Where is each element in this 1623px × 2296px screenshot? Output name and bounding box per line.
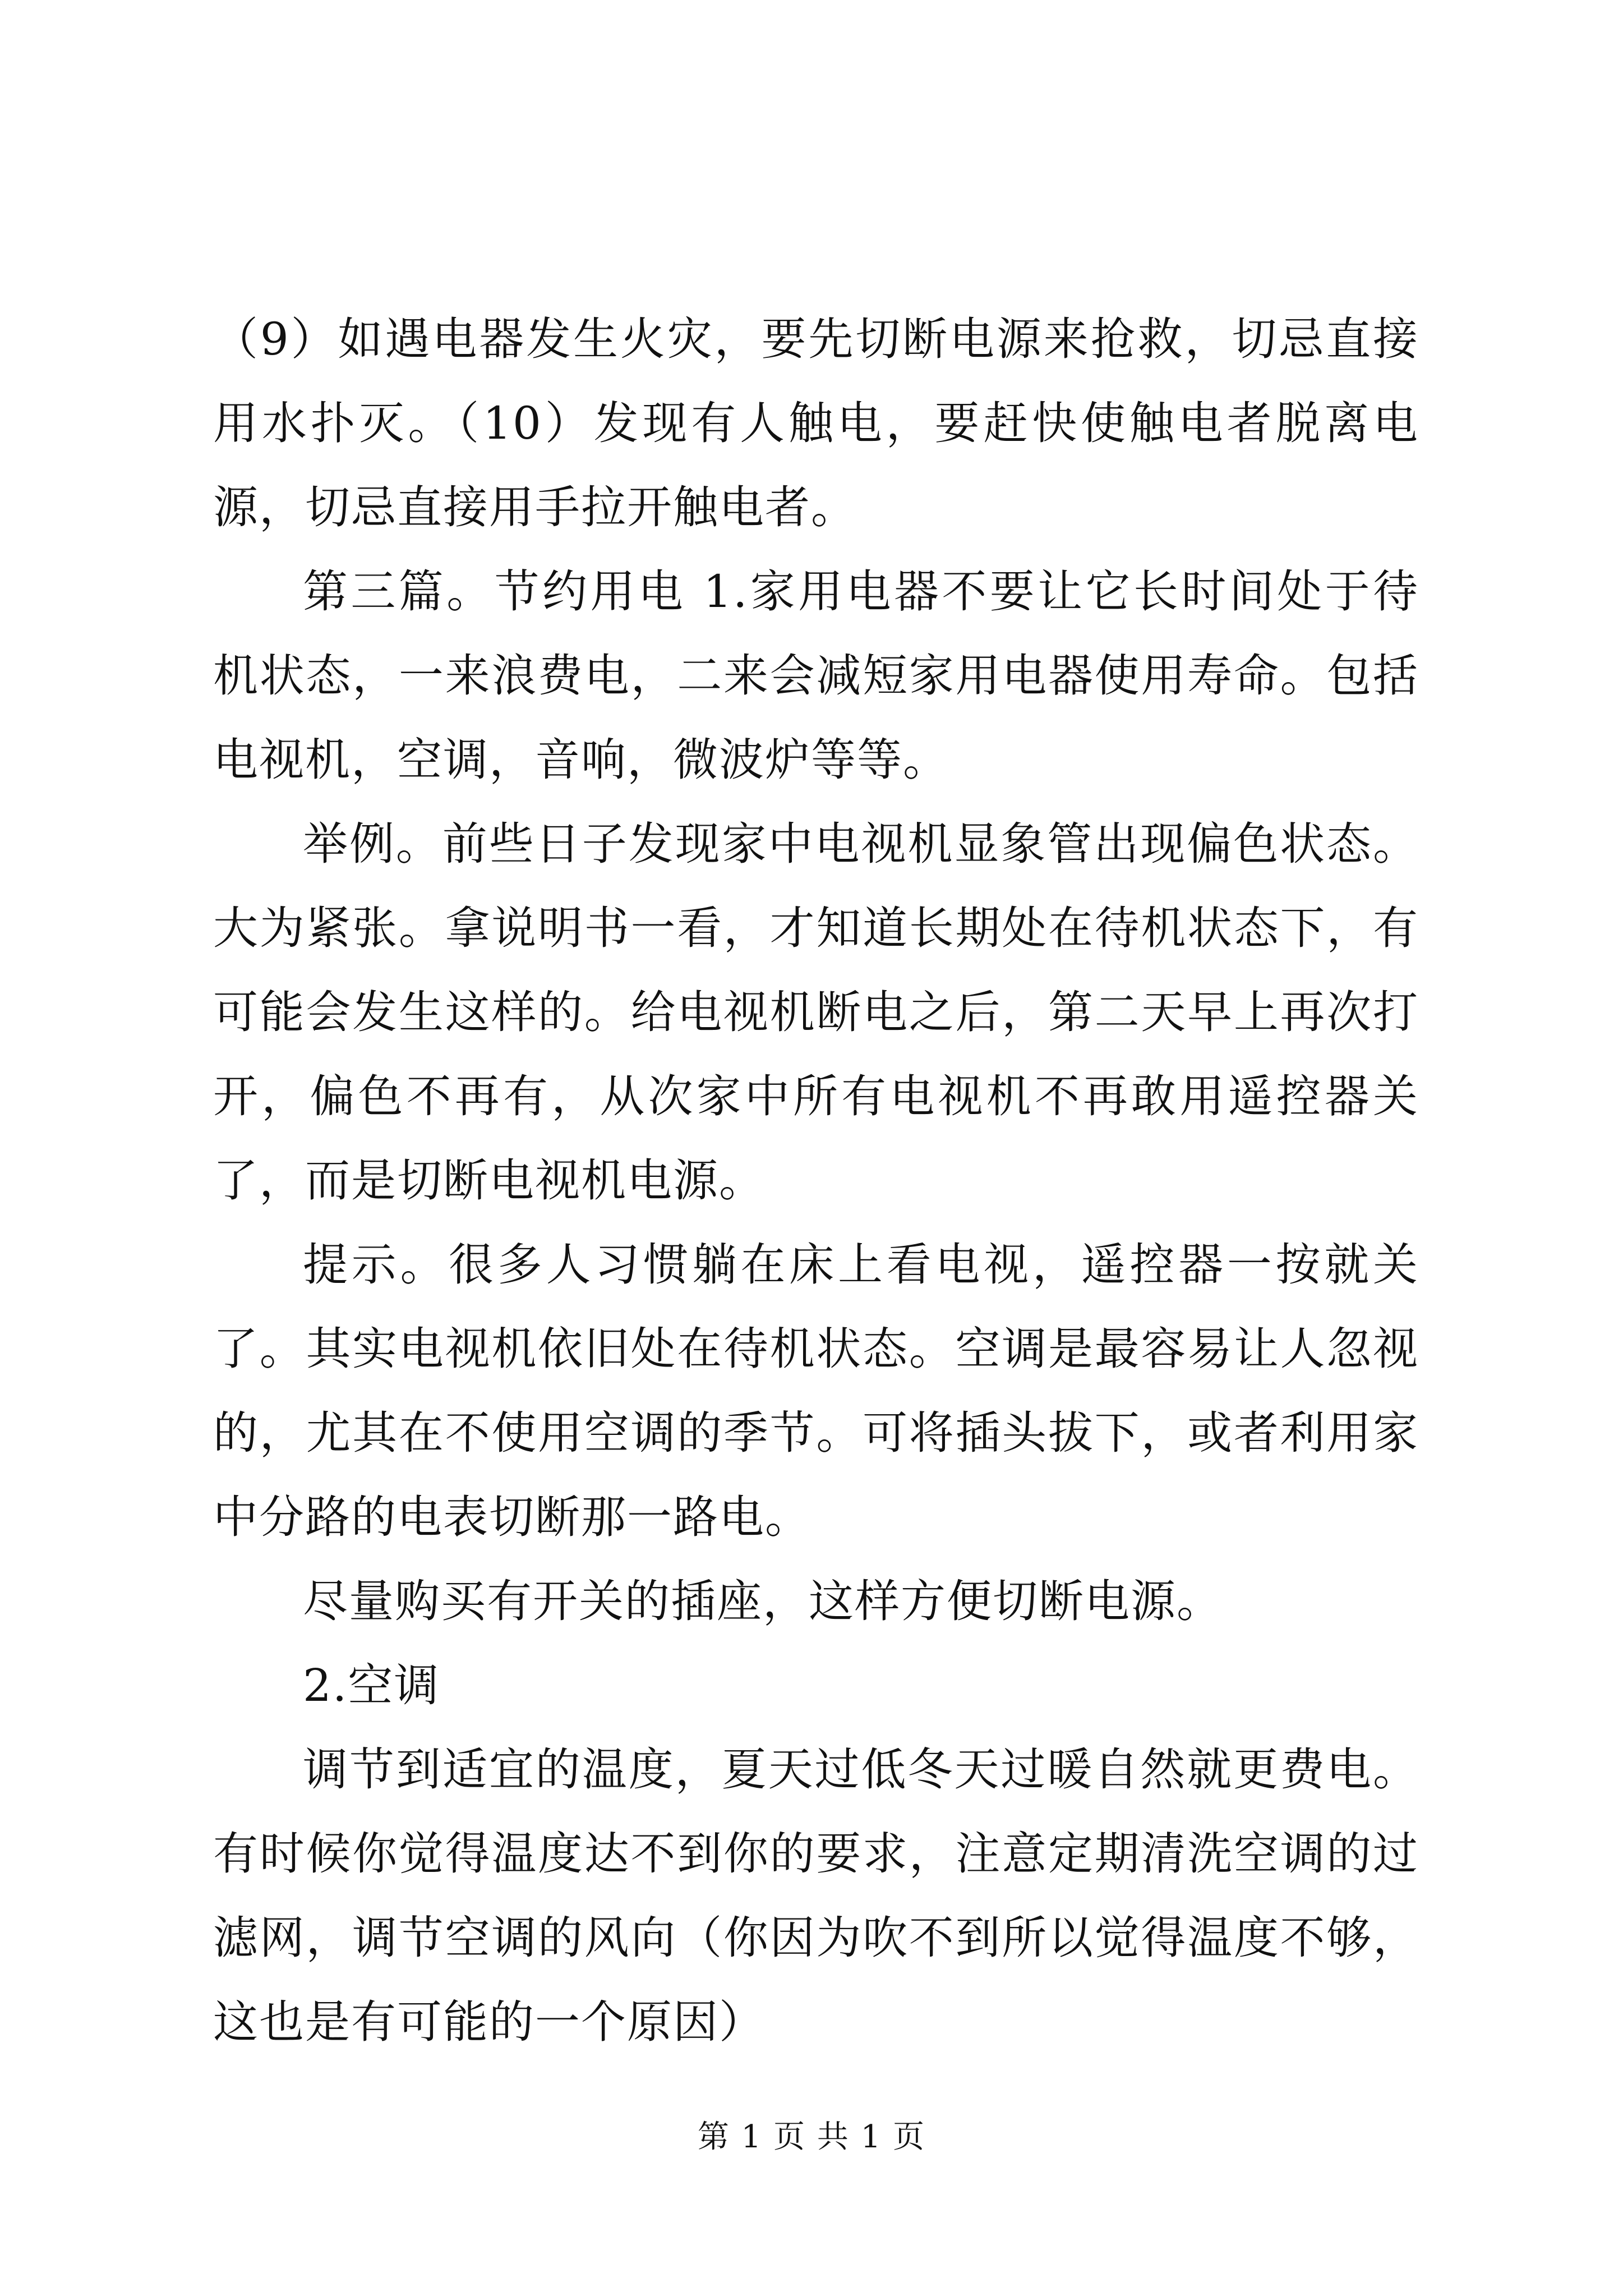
paragraph-switch-socket: 尽量购买有开关的插座，这样方便切断电源。 [303,1575,1223,1627]
page-footer: 第 1 页 共 1 页 [697,2119,926,2155]
paragraph-example-tv: 举例。前些日子发现家中电视机显象管出现偏色状态。大为紧张。拿说明书一看，才知道长期处在待机状态下，有可能会发生这样的。给电视机断电之后，第二天早上再次打开，偏色不再有，从次家中所有电视机不再敢用遥控器关了，而是切断电视机电源。 [213,818,1419,1207]
paragraph-chapter-three-standby: 第三篇。节约用电 1.家用电器不要让它长时间处于待机状态，一来浪费电，二来会减短家用电器使用寿命。包括电视机，空调，音响，微波炉等等。 [213,565,1419,786]
document-body [213,297,1419,2064]
section-heading-air-conditioner: 2.空调 [303,1659,440,1711]
paragraph-fire-safety: （9）如遇电器发生火灾，要先切断电源来抢救，切忌直接用水扑灭。（10）发现有人触电，要赶快使触电者脱离电源，切忌直接用手拉开触电者。 [213,313,1419,533]
paragraph-tip-remote: 提示。很多人习惯躺在床上看电视，遥控器一按就关了。其实电视机依旧处在待机状态。空调是最容易让人忽视的，尤其在不使用空调的季节。可将插头拔下，或者利用家中分路的电表切断那一路电。 [213,1239,1419,1543]
paragraph-air-conditioner-tips: 调节到适宜的温度，夏天过低冬天过暖自然就更费电。有时候你觉得温度达不到你的要求，注意定期清洗空调的过滤网，调节空调的风向（你因为吹不到所以觉得温度不够，这也是有可能的一个原因） [213,1743,1419,2048]
